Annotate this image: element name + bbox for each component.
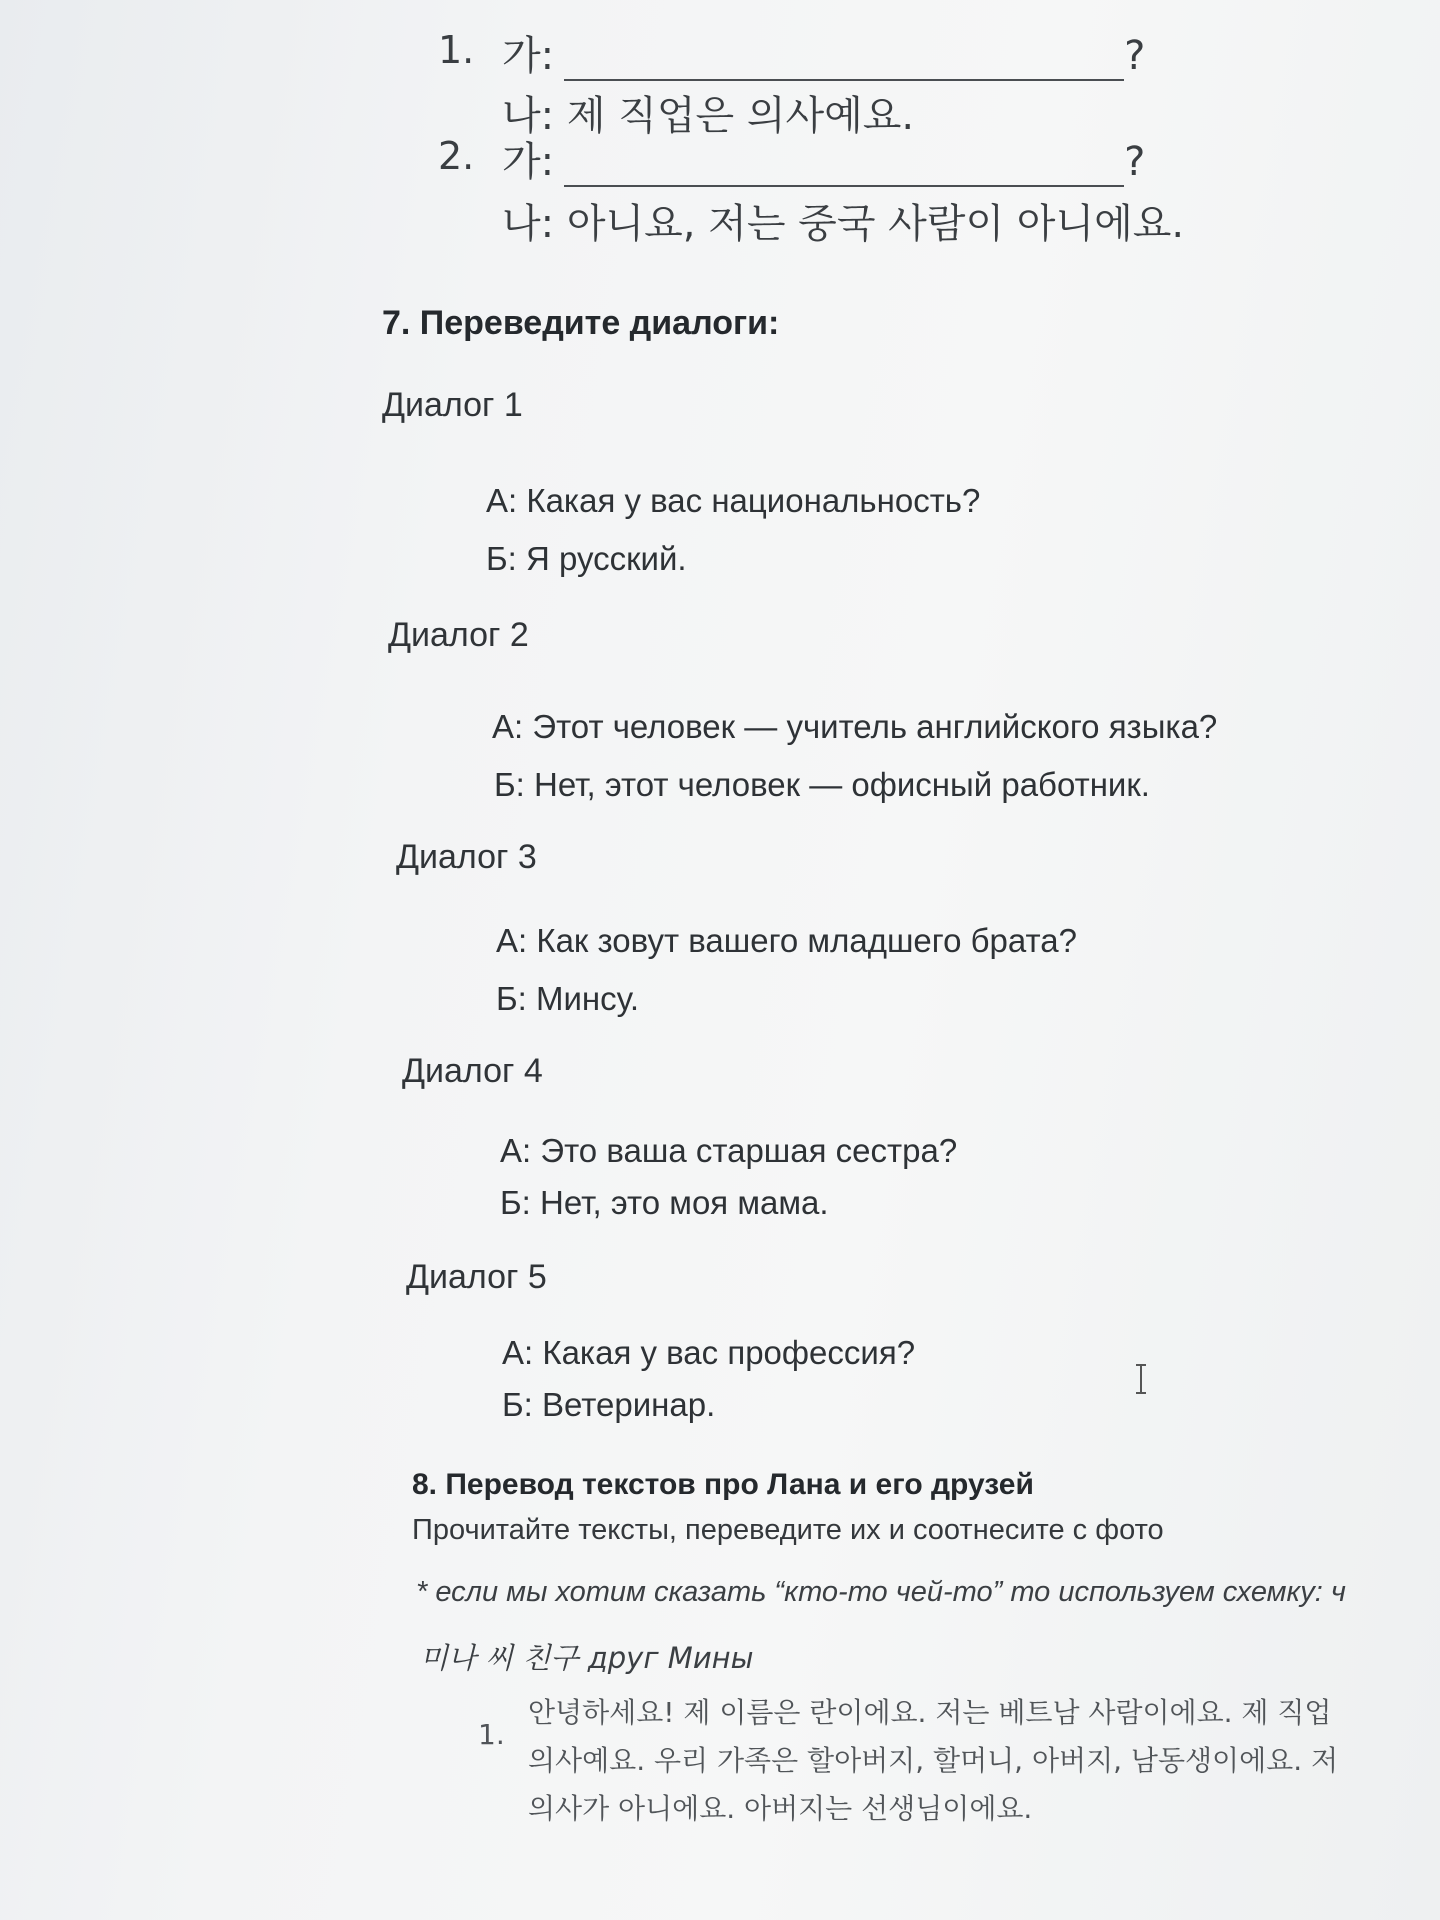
dialog-title: Диалог 5 (406, 1258, 547, 1296)
text-number: 1. (478, 1718, 505, 1751)
instruction-text: Прочитайте тексты, переведите их и соотнесите с фото (412, 1514, 1164, 1546)
dialog-title: Диалог 3 (396, 838, 537, 876)
answer-line: 나: 제 직업은 의사예요. (502, 93, 915, 139)
dialog-line-b: Б: Я русский. (486, 540, 687, 577)
question-label: 가: ? (502, 33, 1146, 79)
note-example: 미나 씨 친구 друг Мины (420, 1641, 754, 1675)
dialog-title: Диалог 2 (388, 616, 529, 654)
question-mark: ? (1124, 33, 1146, 79)
dialog-line-b: Б: Нет, это моя мама. (500, 1184, 829, 1221)
dialog-line-a: А: Это ваша старшая сестра? (500, 1132, 958, 1169)
dialog-title: Диалог 1 (382, 386, 523, 424)
dialog-line-b: Б: Ветеринар. (502, 1386, 716, 1423)
dialog-line-a: А: Какая у вас профессия? (502, 1334, 916, 1371)
item-number: 1. (438, 28, 475, 72)
dialog-line-b: Б: Минсу. (496, 980, 640, 1017)
text-cursor-icon (1134, 1364, 1148, 1394)
question-mark: ? (1124, 139, 1146, 185)
dialog-title: Диалог 4 (402, 1052, 543, 1090)
dialog-line-a: А: Как зовут вашего младшего брата? (496, 922, 1077, 959)
answer-blank[interactable] (564, 45, 1124, 81)
korean-text-line: 의사예요. 우리 가족은 할아버지, 할머니, 아버지, 남동생이에요. 저 (528, 1744, 1339, 1777)
answer-blank[interactable] (564, 151, 1124, 187)
answer-line: 나: 아니요, 저는 중국 사람이 아니에요. (502, 201, 1185, 247)
dialog-line-a: А: Какая у вас национальность? (486, 482, 981, 519)
dialog-line-b: Б: Нет, этот человек — офисный работник. (494, 766, 1150, 803)
korean-text-line: 의사가 아니에요. 아버지는 선생님이에요. (528, 1792, 1033, 1825)
question-label: 가: ? (502, 139, 1146, 185)
section-heading-7: 7. Переведите диалоги: (382, 304, 780, 342)
dialog-line-a: А: Этот человек — учитель английского языка? (492, 708, 1218, 745)
note-line: * если мы хотим сказать “кто-то чей-то” то используем схемку: ч (416, 1576, 1346, 1608)
korean-text-line: 안녕하세요! 제 이름은 란이에요. 저는 베트남 사람이에요. 제 직업 (528, 1696, 1332, 1729)
section-heading-8: 8. Перевод текстов про Лана и его друзей (412, 1468, 1034, 1501)
item-number: 2. (438, 134, 475, 178)
